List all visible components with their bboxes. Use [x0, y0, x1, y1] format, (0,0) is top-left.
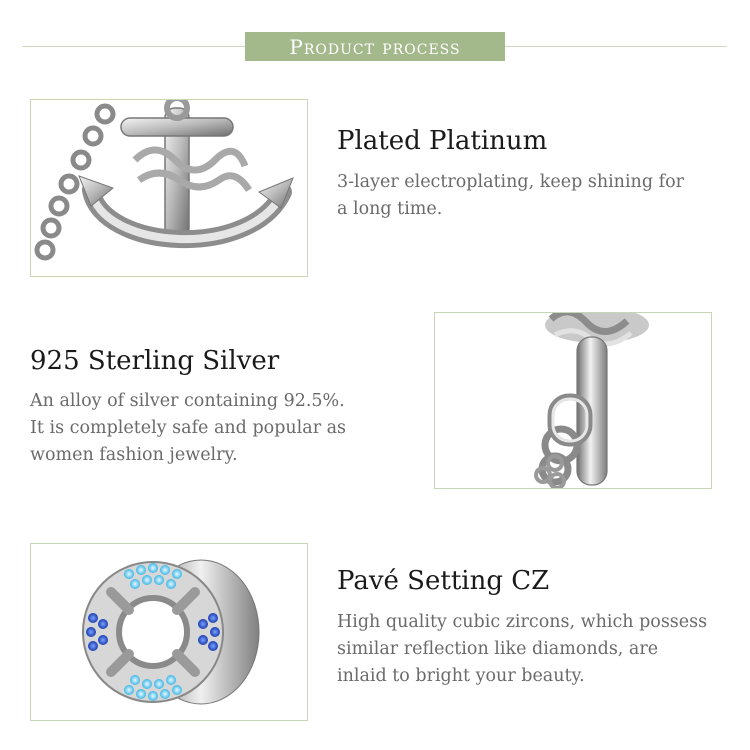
chain-link-illustration — [435, 313, 711, 488]
anchor-illustration — [31, 100, 307, 276]
description-line: a long time. — [337, 199, 443, 219]
header-rule-left — [22, 46, 245, 47]
section-description-pave-setting — [337, 609, 707, 690]
description-line: An alloy of silver containing 92.5%. — [30, 391, 345, 411]
description-line: similar reflection like diamonds, are — [337, 639, 659, 659]
section-banner — [245, 32, 505, 61]
section-description-sterling-silver — [30, 388, 346, 469]
anchor-charm-image — [30, 99, 308, 277]
lifebuoy-illustration — [31, 544, 307, 720]
header-rule-right — [505, 46, 727, 47]
banner-title: Product process — [289, 34, 461, 59]
description-line: women fashion jewelry. — [30, 445, 238, 465]
description-line: inlaid to bright your beauty. — [337, 666, 585, 686]
section-title-plated-platinum: Plated Platinum — [337, 126, 548, 156]
description-line: 3-layer electroplating, keep shining for — [337, 172, 684, 192]
section-description-plated-platinum — [337, 169, 684, 223]
lifebuoy-charm-image — [30, 543, 308, 721]
chain-link-closeup-image — [434, 312, 712, 489]
section-title-sterling-silver: 925 Sterling Silver — [30, 346, 280, 376]
section-title-pave-setting: Pavé Setting CZ — [337, 566, 550, 596]
description-line: It is completely safe and popular as — [30, 418, 347, 438]
description-line: High quality cubic zircons, which possess — [337, 612, 708, 632]
